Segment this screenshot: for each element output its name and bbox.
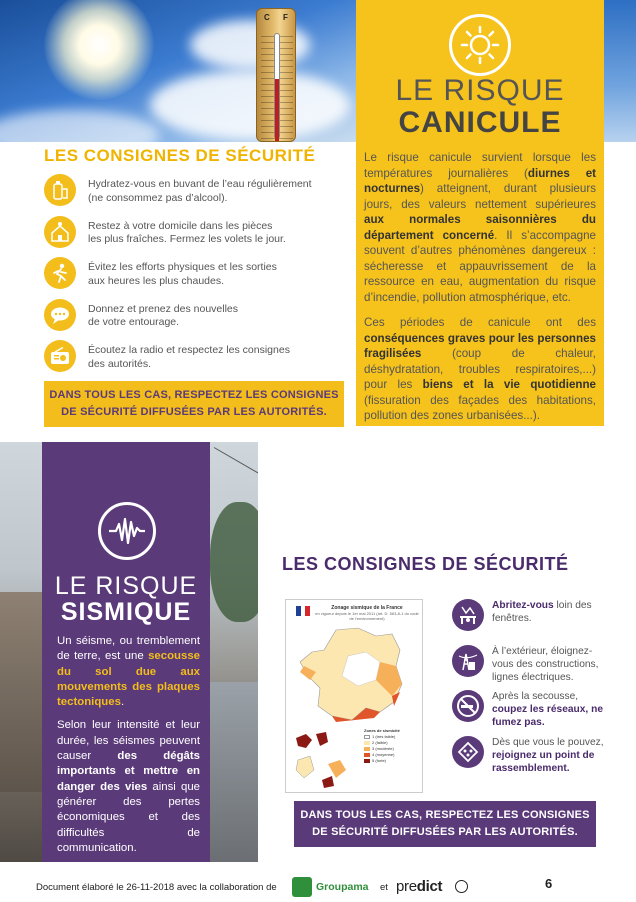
canicule-paragraph-1: Le risque canicule survient lorsque les températures journalières (diurnes et nocturnes) atteignent, durant plusieurs jours, des valeurs nettement supérieures aux normales saisonnières du département concerné. Il s’accompagne souvent d’autres phénomènes dangereux : sécheresse et appauvrissement de la ressource en eau, augmentation du risque d’incendie, pollution atmosphérique, etc.	[364, 151, 597, 304]
map-subtitle: en vigueur depuis le 1er mai 2011 (art. D. 563-8-1 du code de l’environnement)	[315, 611, 419, 621]
map-legend	[364, 728, 400, 764]
page-footer	[0, 868, 636, 902]
list-item	[44, 299, 344, 341]
item-line1: Écoutez la radio et respectez les consignes	[88, 344, 290, 356]
item-text: Dès que vous le pouvez,	[492, 736, 604, 748]
predict-logo-icon	[455, 880, 468, 893]
footer-et: et	[380, 882, 388, 893]
list-item	[452, 645, 612, 691]
sismique-description	[57, 634, 200, 864]
sky-strip	[600, 0, 636, 142]
seismic-zoning-map	[285, 599, 423, 793]
list-item	[44, 257, 344, 299]
sismique-paragraph-2: Selon leur intensité et leur durée, les séismes peuvent causer des dégâts importants et mettre en danger des vies ainsi que générer des pertes économiques et des difficultés de communication.	[57, 719, 200, 854]
water-bottle-icon	[44, 174, 76, 206]
sismique-paragraph-1: Un séisme, ou tremblement de terre, est une secousse du sol due aux mouvements des plaques tectoniques.	[57, 635, 200, 709]
sismique-title-line2: SISMIQUE	[60, 598, 192, 626]
chat-bubble-icon	[44, 299, 76, 331]
thermometer-icon: C F	[256, 8, 296, 142]
banner-line1: DANS TOUS LES CAS, RESPECTEZ LES CONSIGNES	[49, 389, 339, 401]
legend-title: Zones de sismicité	[364, 728, 400, 733]
item-line2: aux heures les plus chaudes.	[88, 274, 225, 287]
overseas-territories-map	[292, 730, 362, 790]
groupama-logo-icon	[292, 877, 312, 897]
heat-photo	[0, 0, 356, 142]
groupama-logo-text: Groupama	[316, 881, 369, 893]
legend-item: 1 (très faible)	[364, 734, 400, 740]
item-text: À l’extérieur, éloignez-vous des constructions, lignes électriques.	[492, 645, 599, 683]
meeting-point-icon	[452, 736, 484, 768]
canicule-title-line2: CANICULE	[398, 106, 562, 139]
canicule-consignes-title: LES CONSIGNES DE SÉCURITÉ	[44, 146, 316, 165]
legend-item: 3 (modérée)	[364, 746, 400, 752]
list-item	[452, 736, 612, 782]
footer-text: Document élaboré le 26-11-2018 avec la collaboration de	[36, 882, 277, 893]
power-lines-icon	[452, 645, 484, 677]
list-item	[452, 690, 612, 736]
item-bold: coupez les réseaux, ne fumez pas.	[492, 704, 603, 728]
page-number: 6	[545, 876, 553, 891]
item-line1: Hydratez-vous en buvant de l’eau régulièrement	[88, 178, 312, 190]
no-smoking-icon	[452, 690, 484, 722]
shelter-icon	[452, 599, 484, 631]
legend-item: 5 (forte)	[364, 758, 400, 764]
legend-item: 4 (moyenne)	[364, 752, 400, 758]
map-title: Zonage sismique de la France	[331, 605, 403, 611]
item-text: loin des fenêtres.	[492, 600, 592, 624]
legend-item: 2 (faible)	[364, 740, 400, 746]
list-item	[452, 599, 612, 645]
banner-line1: DANS TOUS LES CAS, RESPECTEZ LES CONSIGNES	[300, 809, 590, 821]
canicule-title-line1: LE RISQUE	[395, 74, 565, 107]
item-bold: rejoignez un point de rassemblement.	[492, 749, 595, 774]
item-text: Après la secousse,	[492, 691, 579, 702]
list-item	[44, 216, 344, 258]
seismograph-icon	[98, 502, 156, 560]
sismique-title-line1: LE RISQUE	[54, 572, 198, 600]
canicule-authority-banner	[44, 381, 344, 427]
sun-glare	[44, 0, 154, 100]
sismique-authority-banner	[294, 801, 596, 847]
canicule-description	[364, 150, 596, 434]
radio-icon	[44, 340, 76, 372]
banner-line2: DE SÉCURITÉ DIFFUSÉES PAR LES AUTORITÉS.	[61, 406, 327, 418]
canicule-consignes-list	[44, 174, 344, 382]
item-line2: des autorités.	[88, 357, 152, 370]
house-sun-icon	[44, 216, 76, 248]
predict-logo-text: predict	[396, 878, 443, 895]
item-line1: Évitez les efforts physiques et les sorties	[88, 261, 277, 273]
sismique-consignes-title: LES CONSIGNES DE SÉCURITÉ	[282, 554, 569, 574]
item-line1: Donnez et prenez des nouvelles	[88, 302, 239, 315]
item-line2: les plus fraîches. Fermez les volets le jour.	[88, 233, 286, 245]
item-line1: Restez à votre domicile dans les pièces	[88, 219, 273, 232]
running-person-icon	[44, 257, 76, 289]
french-flag-icon	[296, 606, 310, 616]
item-bold: Abritez-vous	[492, 600, 554, 611]
france-map-shape	[296, 626, 414, 726]
list-item	[44, 340, 344, 382]
item-line2: (ne consommez pas d’alcool).	[88, 191, 228, 204]
sun-icon	[449, 14, 511, 76]
banner-line2: DE SÉCURITÉ DIFFUSÉES PAR LES AUTORITÉS.	[312, 826, 578, 838]
sismique-consignes-list	[452, 599, 612, 781]
item-line2: de votre entourage.	[88, 316, 180, 328]
canicule-paragraph-2: Ces périodes de canicule ont des conséquences graves pour les personnes fragilisées (coup de chaleur, déshydratation, troubles respiratoires,...) pour les biens et la vie quotidienne (fissuration des façades des habitations, pollution des zones urbanisées...).	[364, 316, 597, 422]
list-item	[44, 174, 344, 216]
